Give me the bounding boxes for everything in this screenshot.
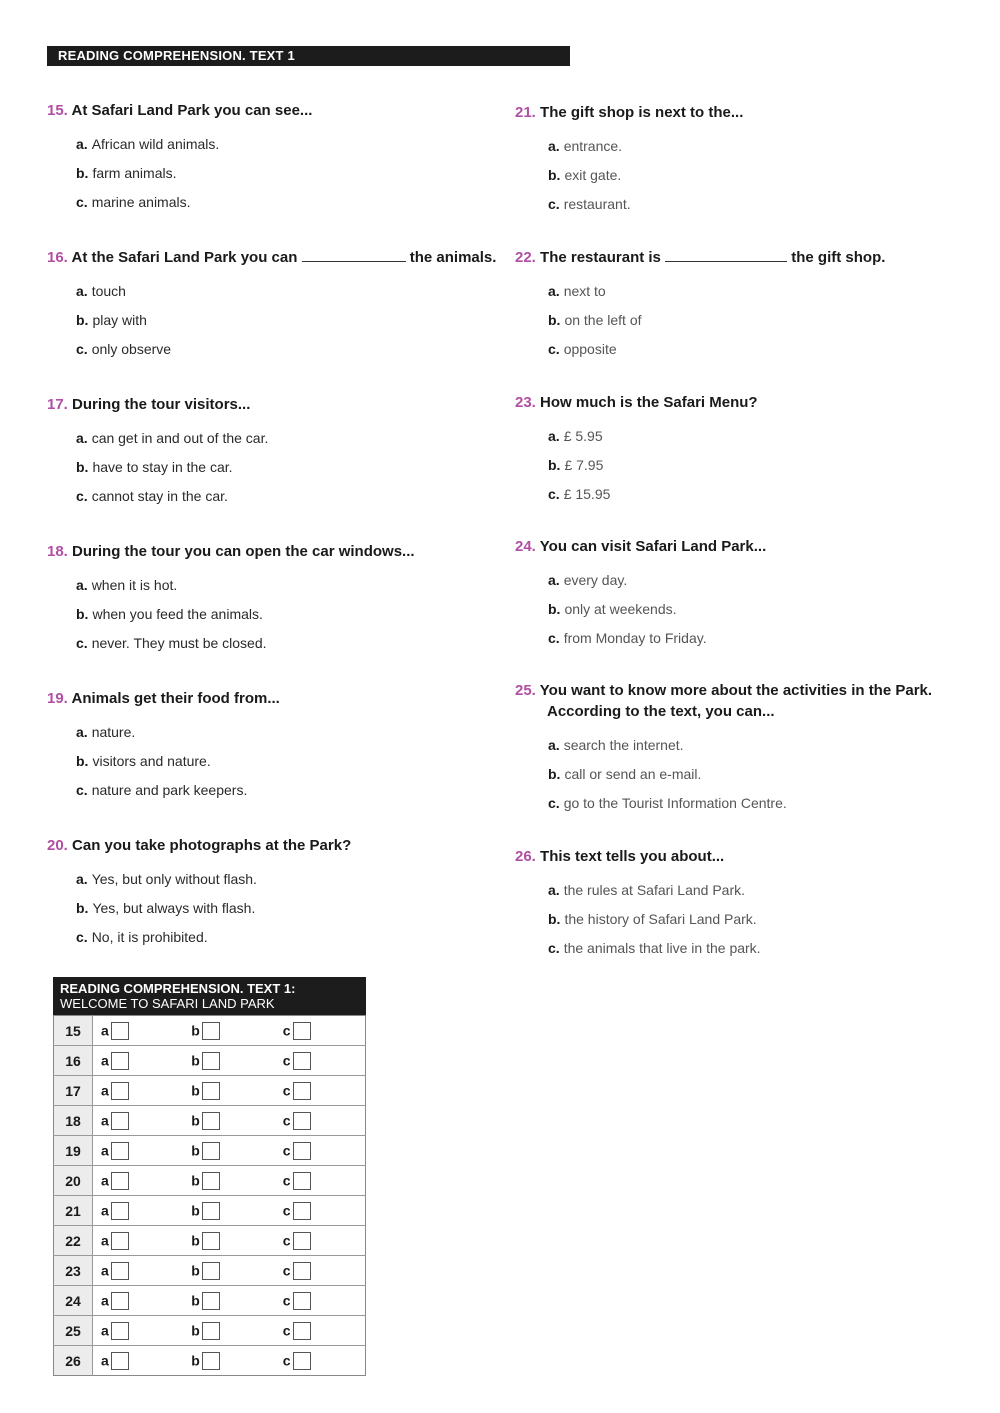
option-c[interactable] bbox=[548, 789, 1000, 818]
answer-row bbox=[54, 1316, 366, 1346]
choice-letter: c bbox=[282, 1022, 291, 1039]
question-text-line2: According to the text, you can... bbox=[547, 703, 775, 720]
answer-row bbox=[54, 1076, 366, 1106]
answer-choice-cell bbox=[93, 1196, 184, 1226]
option-letter: c. bbox=[548, 486, 560, 502]
choice-letter: c bbox=[282, 1292, 291, 1309]
question-24 bbox=[515, 536, 1000, 653]
answer-choice-cell bbox=[275, 1226, 366, 1256]
question-text: During the tour you can open the car windows... bbox=[72, 543, 415, 560]
question-number: 17. bbox=[47, 396, 68, 413]
option-a[interactable] bbox=[76, 130, 507, 159]
option-letter: b. bbox=[76, 753, 89, 769]
option-letter: b. bbox=[76, 459, 89, 475]
answer-checkbox[interactable] bbox=[293, 1202, 311, 1220]
option-text: No, it is prohibited. bbox=[91, 929, 208, 945]
answer-checkbox[interactable] bbox=[293, 1112, 311, 1130]
answer-choice-cell bbox=[275, 1346, 366, 1376]
answer-row bbox=[54, 1166, 366, 1196]
option-letter: b. bbox=[548, 312, 561, 328]
question-number: 20. bbox=[47, 837, 68, 854]
option-text: when you feed the animals. bbox=[92, 606, 263, 622]
answer-choice-cell bbox=[183, 1106, 274, 1136]
question-text-after: the gift shop. bbox=[791, 249, 886, 266]
question-number: 16. bbox=[47, 249, 68, 266]
option-letter: c. bbox=[548, 795, 560, 811]
option-text: African wild animals. bbox=[91, 136, 220, 152]
answer-choice-cell bbox=[275, 1046, 366, 1076]
option-b[interactable] bbox=[548, 306, 1000, 335]
choice-letter: c bbox=[282, 1322, 291, 1339]
answer-choice-cell bbox=[275, 1136, 366, 1166]
option-text: opposite bbox=[563, 341, 617, 357]
question-text: You can visit Safari Land Park... bbox=[539, 538, 767, 555]
answer-choice-cell bbox=[275, 1256, 366, 1286]
option-c[interactable] bbox=[76, 776, 507, 805]
option-letter: c. bbox=[548, 341, 560, 357]
question-number: 26. bbox=[515, 848, 536, 865]
choice-letter: b bbox=[191, 1052, 200, 1069]
answer-choice-cell bbox=[93, 1046, 184, 1076]
option-b[interactable] bbox=[548, 760, 1000, 789]
question-16 bbox=[47, 247, 507, 364]
answer-sheet-title: READING COMPREHENSION. TEXT 1: bbox=[60, 981, 296, 996]
option-letter: a. bbox=[76, 724, 88, 740]
answer-checkbox[interactable] bbox=[202, 1262, 220, 1280]
answer-row-number: 17 bbox=[54, 1076, 93, 1106]
question-text: This text tells you about... bbox=[540, 848, 725, 865]
option-text: £ 5.95 bbox=[563, 428, 603, 444]
question-text-after: the animals. bbox=[409, 249, 497, 266]
answer-choice-cell bbox=[275, 1196, 366, 1226]
answer-row-number: 25 bbox=[54, 1316, 93, 1346]
answer-row-number: 22 bbox=[54, 1226, 93, 1256]
option-text: exit gate. bbox=[564, 167, 622, 183]
answer-checkbox[interactable] bbox=[111, 1082, 129, 1100]
option-text: restaurant. bbox=[563, 196, 631, 212]
answer-checkbox[interactable] bbox=[202, 1172, 220, 1190]
answer-checkbox[interactable] bbox=[202, 1082, 220, 1100]
option-letter: a. bbox=[76, 283, 88, 299]
option-a[interactable] bbox=[548, 566, 1000, 595]
answer-choice-cell bbox=[183, 1136, 274, 1166]
option-c[interactable] bbox=[76, 482, 507, 511]
question-title bbox=[47, 541, 507, 562]
answer-row bbox=[54, 1226, 366, 1256]
answer-checkbox[interactable] bbox=[293, 1022, 311, 1040]
answer-choice-cell bbox=[275, 1316, 366, 1346]
option-letter: b. bbox=[76, 900, 89, 916]
choice-letter: b bbox=[191, 1232, 200, 1249]
option-letter: c. bbox=[76, 635, 88, 651]
answer-choice-cell bbox=[93, 1166, 184, 1196]
answer-choice-cell bbox=[183, 1226, 274, 1256]
answer-choice-cell bbox=[93, 1286, 184, 1316]
answer-checkbox[interactable] bbox=[111, 1022, 129, 1040]
question-17 bbox=[47, 394, 507, 511]
option-text: when it is hot. bbox=[91, 577, 178, 593]
answer-choice-cell bbox=[183, 1016, 274, 1046]
answer-choice-cell bbox=[183, 1256, 274, 1286]
option-text: nature and park keepers. bbox=[91, 782, 248, 798]
answer-choice-cell bbox=[93, 1136, 184, 1166]
question-text: Can you take photographs at the Park? bbox=[72, 837, 352, 854]
option-letter: c. bbox=[548, 196, 560, 212]
question-23 bbox=[515, 392, 1000, 509]
option-letter: a. bbox=[76, 430, 88, 446]
option-text: search the internet. bbox=[563, 737, 684, 753]
question-title bbox=[515, 392, 1000, 413]
answer-choice-cell bbox=[93, 1256, 184, 1286]
choice-letter: c bbox=[282, 1112, 291, 1129]
option-letter: a. bbox=[548, 882, 560, 898]
option-a[interactable] bbox=[548, 132, 1000, 161]
option-c[interactable] bbox=[76, 923, 507, 952]
option-letter: c. bbox=[76, 341, 88, 357]
option-c[interactable] bbox=[548, 624, 1000, 653]
question-title bbox=[515, 102, 1000, 123]
option-letter: c. bbox=[76, 194, 88, 210]
question-text: At Safari Land Park you can see... bbox=[71, 102, 313, 119]
answer-row-number: 23 bbox=[54, 1256, 93, 1286]
option-letter: c. bbox=[76, 782, 88, 798]
option-text: never. They must be closed. bbox=[91, 635, 267, 651]
answer-choice-cell bbox=[93, 1076, 184, 1106]
choice-letter: a bbox=[101, 1112, 109, 1129]
choice-letter: a bbox=[101, 1142, 109, 1159]
answer-checkbox[interactable] bbox=[202, 1112, 220, 1130]
option-text: the rules at Safari Land Park. bbox=[563, 882, 746, 898]
answer-row bbox=[54, 1196, 366, 1226]
option-text: only observe bbox=[91, 341, 172, 357]
option-text: go to the Tourist Information Centre. bbox=[563, 795, 787, 811]
question-number: 25. bbox=[515, 682, 536, 699]
option-a[interactable] bbox=[548, 876, 1000, 905]
question-number: 22. bbox=[515, 249, 536, 266]
choice-letter: c bbox=[282, 1172, 291, 1189]
answer-choice-cell bbox=[183, 1286, 274, 1316]
option-b[interactable] bbox=[548, 595, 1000, 624]
answer-choice-cell bbox=[183, 1196, 274, 1226]
answer-choice-cell bbox=[275, 1166, 366, 1196]
question-number: 15. bbox=[47, 102, 68, 119]
answer-checkbox[interactable] bbox=[111, 1202, 129, 1220]
answer-row-number: 26 bbox=[54, 1346, 93, 1376]
answer-grid bbox=[53, 1015, 366, 1376]
choice-letter: b bbox=[191, 1352, 200, 1369]
option-c[interactable] bbox=[548, 934, 1000, 963]
question-15 bbox=[47, 100, 507, 217]
answer-row bbox=[54, 1346, 366, 1376]
answer-row-number: 18 bbox=[54, 1106, 93, 1136]
question-26 bbox=[515, 846, 1000, 963]
option-c[interactable] bbox=[548, 480, 1000, 509]
question-title bbox=[47, 688, 507, 709]
choice-letter: a bbox=[101, 1022, 109, 1039]
option-letter: b. bbox=[548, 601, 561, 617]
answer-checkbox[interactable] bbox=[202, 1322, 220, 1340]
answer-checkbox[interactable] bbox=[111, 1292, 129, 1310]
option-c[interactable] bbox=[548, 335, 1000, 364]
answer-row-number: 15 bbox=[54, 1016, 93, 1046]
question-18 bbox=[47, 541, 507, 658]
option-a[interactable] bbox=[76, 277, 507, 306]
option-text: £ 7.95 bbox=[564, 457, 604, 473]
answer-sheet-subtitle: WELCOME TO SAFARI LAND PARK bbox=[60, 996, 275, 1011]
answer-checkbox[interactable] bbox=[293, 1322, 311, 1340]
choice-letter: c bbox=[282, 1052, 291, 1069]
answer-row-number: 20 bbox=[54, 1166, 93, 1196]
option-text: entrance. bbox=[563, 138, 623, 154]
option-text: cannot stay in the car. bbox=[91, 488, 228, 504]
question-title bbox=[47, 835, 507, 856]
option-letter: c. bbox=[76, 929, 88, 945]
answer-checkbox[interactable] bbox=[293, 1232, 311, 1250]
answer-row bbox=[54, 1106, 366, 1136]
choice-letter: c bbox=[282, 1142, 291, 1159]
option-text: from Monday to Friday. bbox=[563, 630, 707, 646]
answer-choice-cell bbox=[183, 1316, 274, 1346]
answer-checkbox[interactable] bbox=[293, 1262, 311, 1280]
answer-choice-cell bbox=[93, 1016, 184, 1046]
choice-letter: b bbox=[191, 1322, 200, 1339]
answer-checkbox[interactable] bbox=[293, 1052, 311, 1070]
option-text: the history of Safari Land Park. bbox=[564, 911, 757, 927]
question-25 bbox=[515, 680, 1000, 818]
answer-checkbox[interactable] bbox=[202, 1022, 220, 1040]
answer-sheet bbox=[53, 977, 366, 1376]
option-letter: c. bbox=[76, 488, 88, 504]
answer-row bbox=[54, 1256, 366, 1286]
option-c[interactable] bbox=[76, 629, 507, 658]
question-title bbox=[47, 247, 507, 268]
option-text: can get in and out of the car. bbox=[91, 430, 269, 446]
option-a[interactable] bbox=[76, 718, 507, 747]
answer-choice-cell bbox=[93, 1106, 184, 1136]
answer-checkbox[interactable] bbox=[111, 1232, 129, 1250]
choice-letter: b bbox=[191, 1082, 200, 1099]
option-text: £ 15.95 bbox=[563, 486, 611, 502]
choice-letter: a bbox=[101, 1232, 109, 1249]
answer-checkbox[interactable] bbox=[202, 1232, 220, 1250]
option-b[interactable] bbox=[76, 159, 507, 188]
choice-letter: a bbox=[101, 1052, 109, 1069]
answer-choice-cell bbox=[183, 1346, 274, 1376]
question-text: At the Safari Land Park you can bbox=[71, 249, 298, 266]
answer-choice-cell bbox=[183, 1046, 274, 1076]
answer-checkbox[interactable] bbox=[202, 1052, 220, 1070]
question-22 bbox=[515, 247, 1000, 364]
option-b[interactable] bbox=[76, 747, 507, 776]
option-a[interactable] bbox=[548, 277, 1000, 306]
choice-letter: b bbox=[191, 1202, 200, 1219]
option-b[interactable] bbox=[548, 161, 1000, 190]
answer-row bbox=[54, 1136, 366, 1166]
option-b[interactable] bbox=[76, 600, 507, 629]
answer-row bbox=[54, 1046, 366, 1076]
option-text: Yes, but always with flash. bbox=[92, 900, 256, 916]
answer-checkbox[interactable] bbox=[293, 1352, 311, 1370]
option-text: visitors and nature. bbox=[92, 753, 211, 769]
choice-letter: c bbox=[282, 1352, 291, 1369]
option-letter: a. bbox=[548, 737, 560, 753]
choice-letter: b bbox=[191, 1142, 200, 1159]
answer-choice-cell bbox=[275, 1016, 366, 1046]
answer-row-number: 21 bbox=[54, 1196, 93, 1226]
question-21 bbox=[515, 102, 1000, 219]
answer-choice-cell bbox=[93, 1316, 184, 1346]
answer-checkbox[interactable] bbox=[111, 1322, 129, 1340]
question-19 bbox=[47, 688, 507, 805]
option-letter: a. bbox=[548, 428, 560, 444]
option-letter: b. bbox=[548, 457, 561, 473]
answer-choice-cell bbox=[93, 1346, 184, 1376]
answer-checkbox[interactable] bbox=[202, 1292, 220, 1310]
option-b[interactable] bbox=[76, 306, 507, 335]
answer-checkbox[interactable] bbox=[293, 1142, 311, 1160]
option-text: only at weekends. bbox=[564, 601, 677, 617]
choice-letter: a bbox=[101, 1292, 109, 1309]
answer-choice-cell bbox=[275, 1286, 366, 1316]
choice-letter: a bbox=[101, 1322, 109, 1339]
choice-letter: a bbox=[101, 1172, 109, 1189]
option-letter: b. bbox=[548, 911, 561, 927]
answer-row-number: 24 bbox=[54, 1286, 93, 1316]
section-header: READING COMPREHENSION. TEXT 1 bbox=[47, 46, 570, 66]
option-letter: a. bbox=[76, 871, 88, 887]
option-b[interactable] bbox=[548, 905, 1000, 934]
option-text: have to stay in the car. bbox=[92, 459, 233, 475]
question-title bbox=[47, 100, 507, 121]
answer-checkbox[interactable] bbox=[111, 1172, 129, 1190]
answer-choice-cell bbox=[275, 1106, 366, 1136]
option-text: farm animals. bbox=[92, 165, 177, 181]
choice-letter: b bbox=[191, 1172, 200, 1189]
answer-checkbox[interactable] bbox=[293, 1172, 311, 1190]
choice-letter: c bbox=[282, 1262, 291, 1279]
option-letter: b. bbox=[76, 606, 89, 622]
question-number: 19. bbox=[47, 690, 68, 707]
fill-in-blank bbox=[665, 247, 787, 262]
choice-letter: b bbox=[191, 1262, 200, 1279]
answer-checkbox[interactable] bbox=[111, 1262, 129, 1280]
option-a[interactable] bbox=[76, 865, 507, 894]
answer-checkbox[interactable] bbox=[293, 1082, 311, 1100]
question-number: 23. bbox=[515, 394, 536, 411]
answer-checkbox[interactable] bbox=[111, 1052, 129, 1070]
answer-checkbox[interactable] bbox=[111, 1142, 129, 1160]
option-c[interactable] bbox=[76, 188, 507, 217]
option-letter: b. bbox=[548, 766, 561, 782]
choice-letter: a bbox=[101, 1352, 109, 1369]
choice-letter: b bbox=[191, 1292, 200, 1309]
answer-choice-cell bbox=[275, 1076, 366, 1106]
option-text: Yes, but only without flash. bbox=[91, 871, 257, 887]
choice-letter: b bbox=[191, 1112, 200, 1129]
option-letter: b. bbox=[548, 167, 561, 183]
answer-choice-cell bbox=[183, 1076, 274, 1106]
question-title bbox=[515, 680, 1000, 722]
question-text: The gift shop is next to the... bbox=[540, 104, 744, 121]
answer-checkbox[interactable] bbox=[202, 1202, 220, 1220]
answer-checkbox[interactable] bbox=[111, 1112, 129, 1130]
option-letter: b. bbox=[76, 165, 89, 181]
answer-checkbox[interactable] bbox=[293, 1292, 311, 1310]
choice-letter: c bbox=[282, 1202, 291, 1219]
question-number: 18. bbox=[47, 543, 68, 560]
choice-letter: c bbox=[282, 1232, 291, 1249]
choice-letter: c bbox=[282, 1082, 291, 1099]
question-text: Animals get their food from... bbox=[71, 690, 280, 707]
choice-letter: b bbox=[191, 1022, 200, 1039]
option-text: marine animals. bbox=[91, 194, 191, 210]
answer-row-number: 19 bbox=[54, 1136, 93, 1166]
option-text: every day. bbox=[563, 572, 628, 588]
option-text: nature. bbox=[91, 724, 136, 740]
option-letter: a. bbox=[76, 136, 88, 152]
option-letter: c. bbox=[548, 940, 560, 956]
question-number: 21. bbox=[515, 104, 536, 121]
question-20 bbox=[47, 835, 507, 952]
answer-checkbox[interactable] bbox=[202, 1142, 220, 1160]
answer-checkbox[interactable] bbox=[202, 1352, 220, 1370]
answer-sheet-header bbox=[53, 977, 366, 1015]
fill-in-blank bbox=[302, 247, 406, 262]
option-text: next to bbox=[563, 283, 606, 299]
option-a[interactable] bbox=[548, 731, 1000, 760]
answer-row bbox=[54, 1286, 366, 1316]
option-b[interactable] bbox=[76, 894, 507, 923]
option-a[interactable] bbox=[548, 422, 1000, 451]
option-text: play with bbox=[92, 312, 147, 328]
option-letter: a. bbox=[548, 572, 560, 588]
option-text: on the left of bbox=[564, 312, 642, 328]
option-letter: a. bbox=[548, 138, 560, 154]
choice-letter: a bbox=[101, 1262, 109, 1279]
question-number: 24. bbox=[515, 538, 536, 555]
option-text: touch bbox=[91, 283, 126, 299]
question-title bbox=[515, 846, 1000, 867]
question-text: How much is the Safari Menu? bbox=[540, 394, 758, 411]
option-letter: b. bbox=[76, 312, 89, 328]
answer-row bbox=[54, 1016, 366, 1046]
question-title bbox=[515, 247, 1000, 268]
question-text: You want to know more about the activities in the Park. bbox=[539, 682, 933, 699]
option-letter: a. bbox=[76, 577, 88, 593]
question-title bbox=[47, 394, 507, 415]
option-letter: a. bbox=[548, 283, 560, 299]
option-a[interactable] bbox=[76, 424, 507, 453]
option-a[interactable] bbox=[76, 571, 507, 600]
answer-choice-cell bbox=[183, 1166, 274, 1196]
option-text: the animals that live in the park. bbox=[563, 940, 761, 956]
question-title bbox=[515, 536, 1000, 557]
choice-letter: a bbox=[101, 1082, 109, 1099]
option-letter: c. bbox=[548, 630, 560, 646]
choice-letter: a bbox=[101, 1202, 109, 1219]
option-c[interactable] bbox=[76, 335, 507, 364]
answer-row-number: 16 bbox=[54, 1046, 93, 1076]
option-b[interactable] bbox=[548, 451, 1000, 480]
question-text: The restaurant is bbox=[540, 249, 661, 266]
option-text: call or send an e-mail. bbox=[564, 766, 702, 782]
answer-choice-cell bbox=[93, 1226, 184, 1256]
option-b[interactable] bbox=[76, 453, 507, 482]
question-text: During the tour visitors... bbox=[72, 396, 251, 413]
answer-checkbox[interactable] bbox=[111, 1352, 129, 1370]
option-c[interactable] bbox=[548, 190, 1000, 219]
